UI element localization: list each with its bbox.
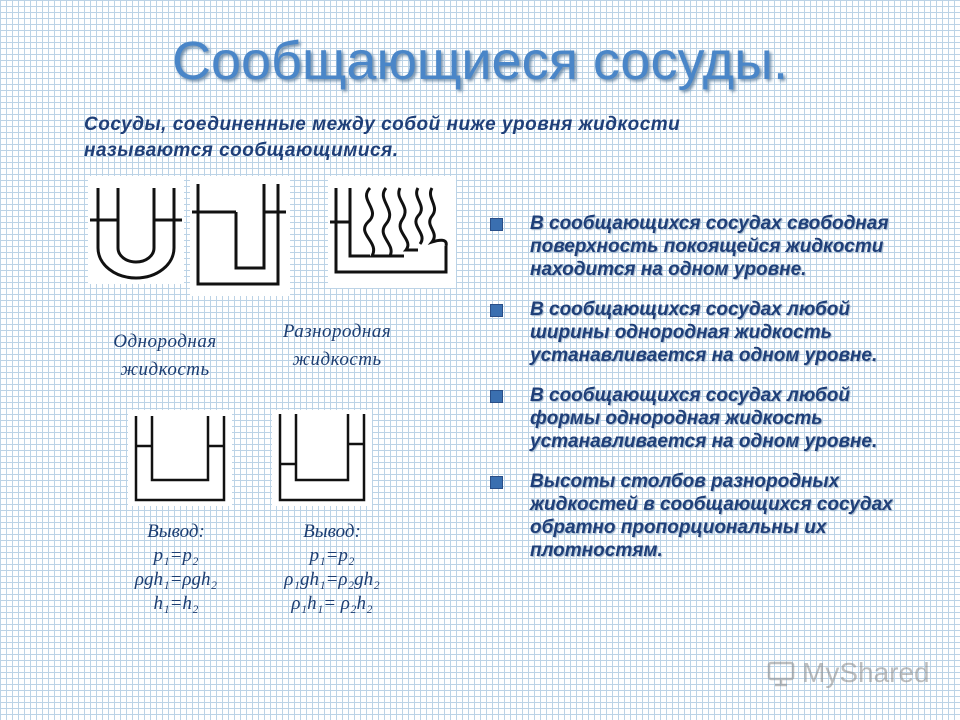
heterogeneous-vessel-diagram bbox=[272, 410, 372, 506]
homogeneous-conclusion bbox=[96, 520, 256, 616]
list-item: В сообщающихся сосудах свободная поверхность покоящейся жидкости находится на одном уровне. bbox=[490, 212, 910, 281]
homogeneous-vessel-diagram bbox=[128, 410, 232, 506]
heterogeneous-liquid-label bbox=[262, 318, 412, 374]
homogeneous-label-line-2: жидкость bbox=[120, 359, 210, 380]
bullet-square-icon bbox=[490, 218, 503, 231]
pressure-equality: p₁=p₂ bbox=[309, 545, 355, 566]
homogeneous-label-line-1: Однородная bbox=[113, 331, 217, 352]
definition-line-1: Сосуды, соединенные между собой ниже уровня жидкости bbox=[84, 114, 681, 135]
list-item: В сообщающихся сосудах любой формы однородная жидкость устанавливается на одном уровне. bbox=[490, 384, 910, 453]
hydrostatic-equation: ρ₁gh₁=ρ₂gh₂ bbox=[284, 569, 380, 590]
bullet-square-icon bbox=[490, 476, 503, 489]
conclusion-label: Вывод: bbox=[147, 521, 205, 542]
list-item: Высоты столбов разнородных жидкостей в сообщающихся сосудах обратно пропорциональны их плотностям. bbox=[490, 470, 910, 562]
heterogeneous-label-line-1: Разнородная bbox=[282, 321, 392, 342]
different-shape-vessels-diagram bbox=[328, 176, 456, 288]
hydrostatic-equation: ρgh₁=ρgh₂ bbox=[134, 569, 218, 590]
watermark bbox=[766, 656, 930, 690]
definition-line-2: называются сообщающимися. bbox=[84, 140, 399, 161]
different-width-vessels-diagram bbox=[190, 176, 290, 296]
definition-text bbox=[84, 112, 884, 164]
rules-list bbox=[490, 212, 910, 579]
bullet-square-icon bbox=[490, 390, 503, 403]
conclusion-label: Вывод: bbox=[303, 521, 361, 542]
height-equality: h₁=h₂ bbox=[153, 593, 199, 614]
bullet-square-icon bbox=[490, 304, 503, 317]
watermark-text: MyShared bbox=[802, 657, 930, 688]
heterogeneous-label-line-2: жидкость bbox=[292, 349, 382, 370]
list-item: В сообщающихся сосудах любой ширины однородная жидкость устанавливается на одном уровне. bbox=[490, 298, 910, 367]
pressure-equality: p₁=p₂ bbox=[153, 545, 199, 566]
presentation-icon bbox=[766, 658, 796, 688]
homogeneous-liquid-label bbox=[90, 328, 240, 384]
page-title: Сообщающиеся сосуды. bbox=[172, 31, 788, 91]
u-tube-diagram bbox=[88, 176, 184, 284]
density-height-relation: ρ₁h₁= ρ₂h₂ bbox=[291, 593, 373, 614]
heterogeneous-conclusion bbox=[252, 520, 412, 616]
